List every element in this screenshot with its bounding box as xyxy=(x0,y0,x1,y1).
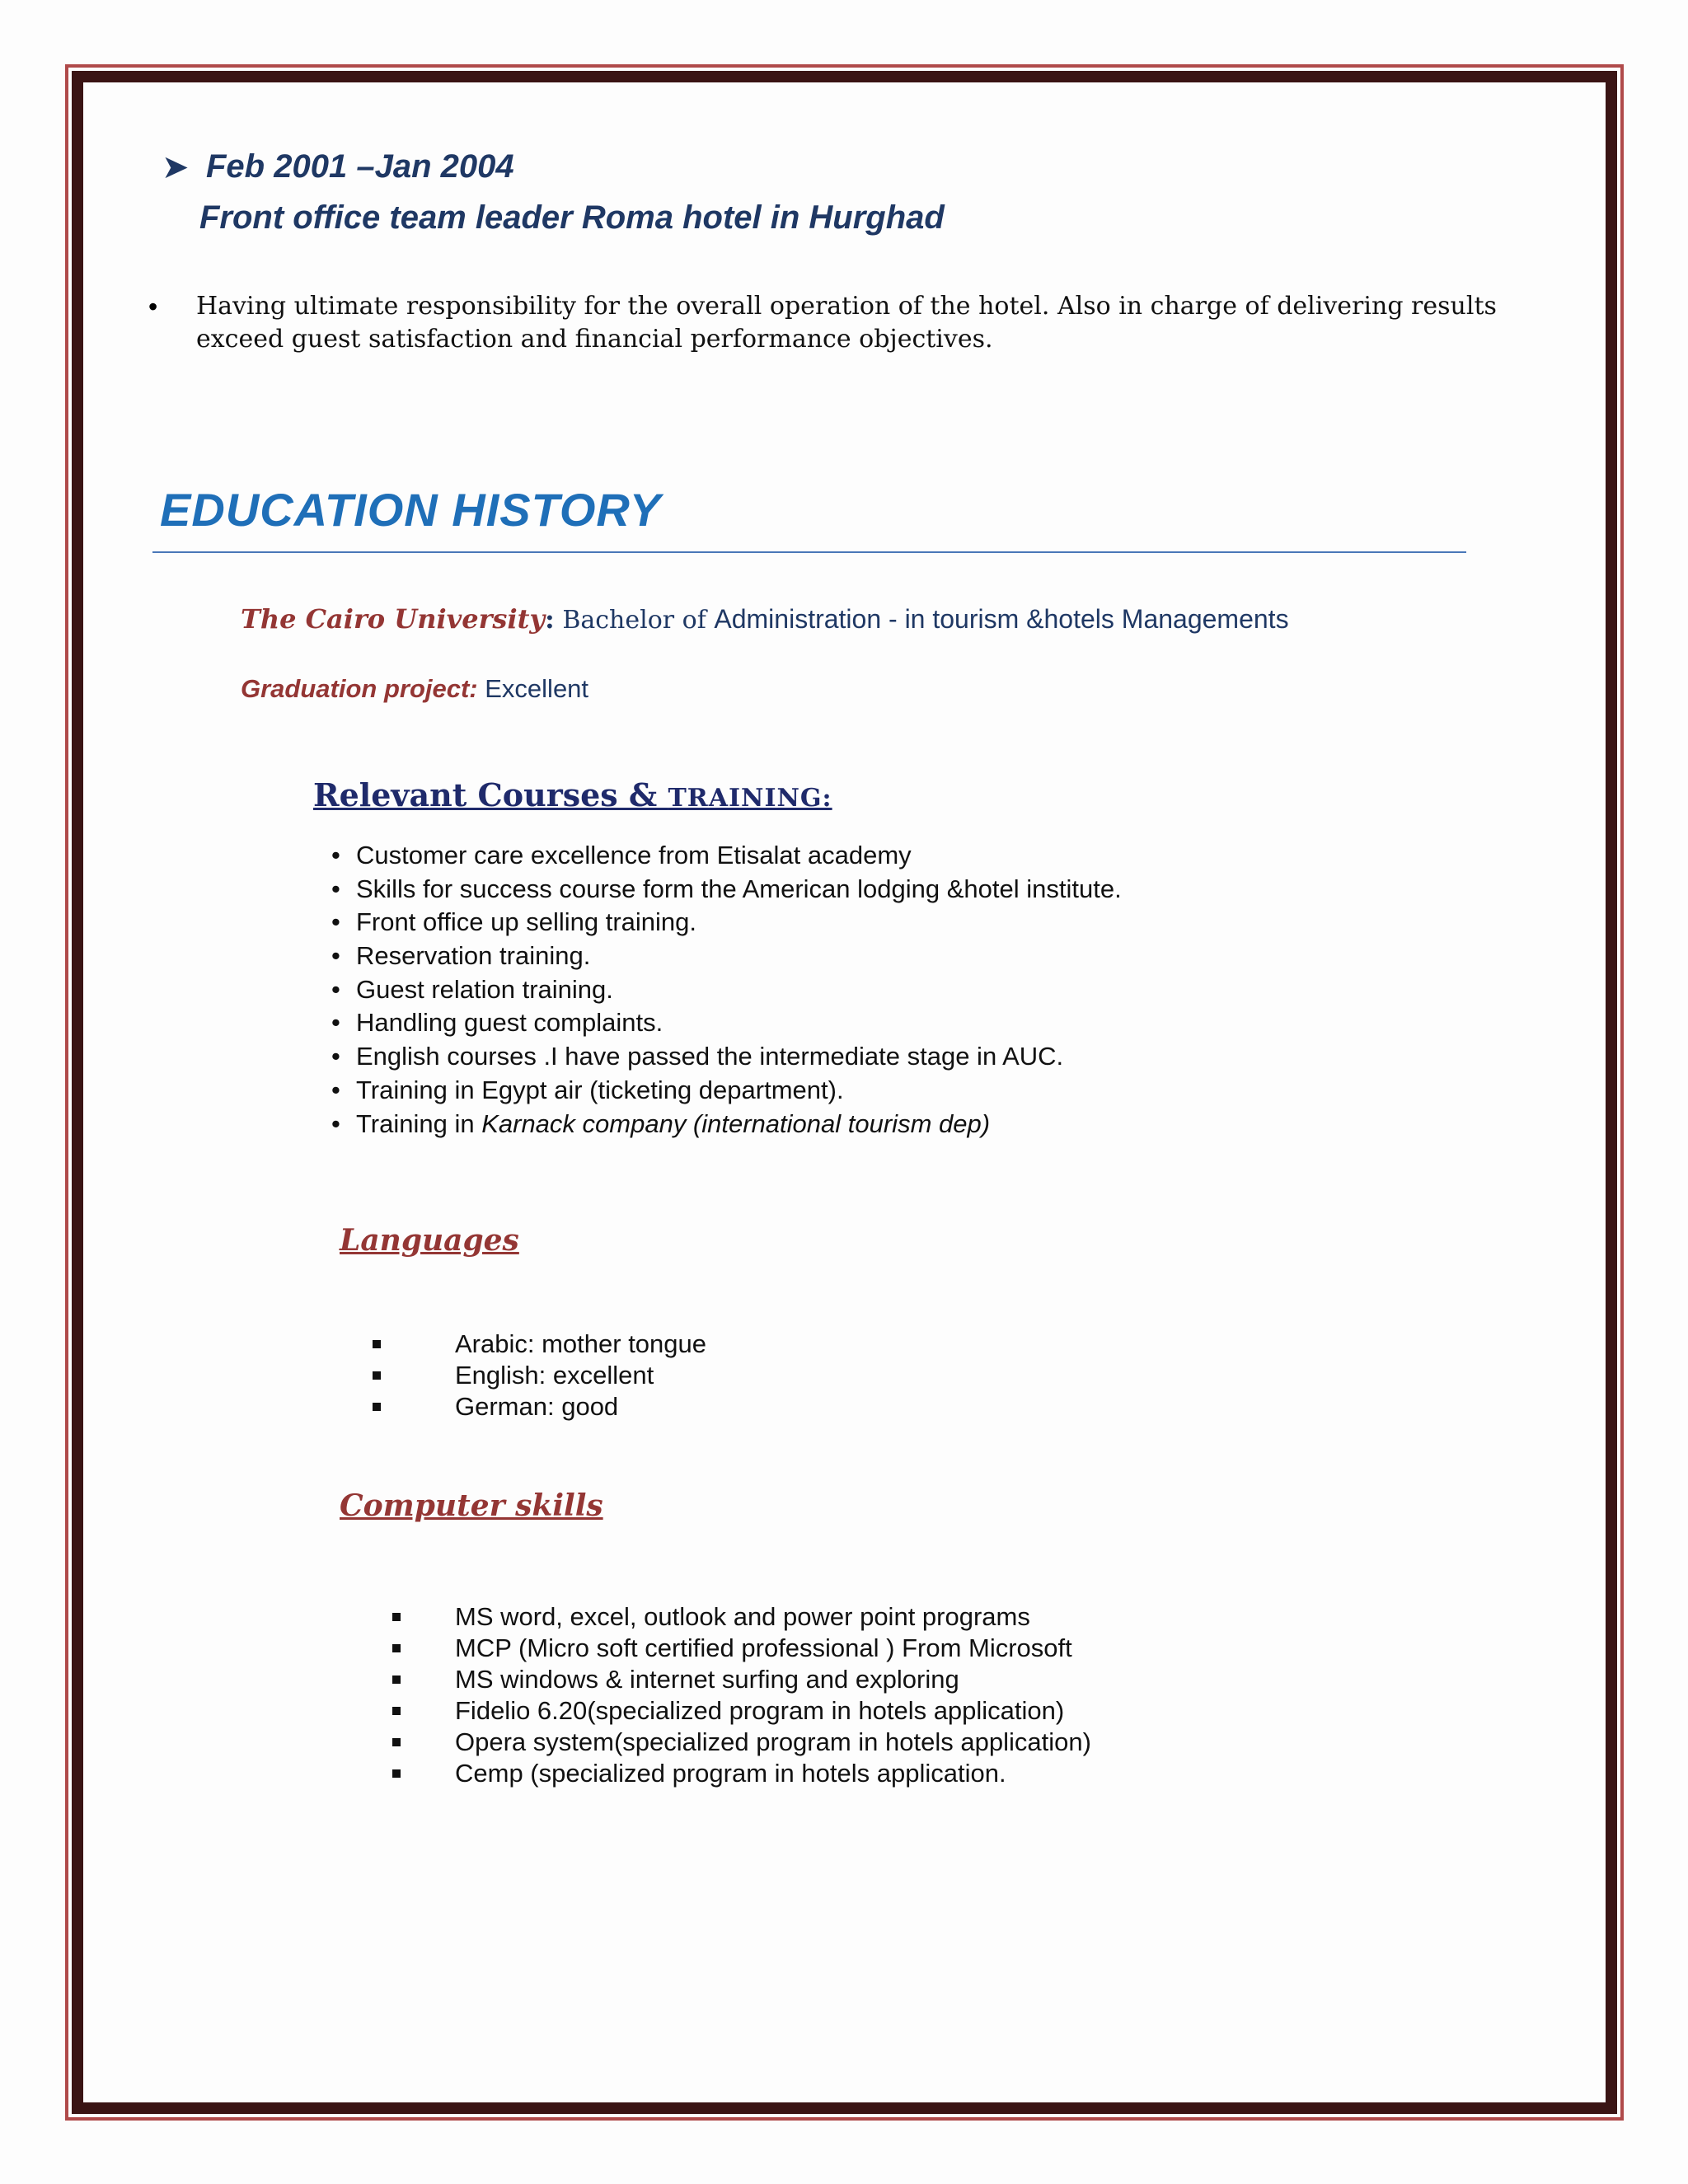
course-text: Front office up selling training. xyxy=(356,907,696,937)
course-text: Handling guest complaints. xyxy=(356,1008,663,1038)
course-text: English courses .I have passed the intermediate stage in AUC. xyxy=(356,1042,1064,1071)
bullet-icon: • xyxy=(331,874,340,903)
university-name: The Cairo University xyxy=(241,603,545,635)
course-text-italic: Karnack company (international tourism dep) xyxy=(481,1108,991,1138)
skill-text: MS windows & internet surfing and exploring xyxy=(455,1665,959,1694)
square-bullet-icon xyxy=(373,1371,381,1380)
university-line xyxy=(241,603,1289,635)
square-bullet-icon xyxy=(392,1675,401,1684)
course-text: Training in Egypt air (ticketing department). xyxy=(356,1075,844,1104)
skill-text: Opera system(specialized program in hotels application) xyxy=(455,1727,1091,1756)
course-text: Reservation training. xyxy=(356,941,591,971)
bullet-icon: • xyxy=(331,841,340,869)
courses-heading-small: TRAINING: xyxy=(668,784,832,813)
square-bullet-icon xyxy=(392,1707,401,1715)
skill-text: MCP (Micro soft certified professional ) From Microsoft xyxy=(455,1633,1072,1662)
graduation-line xyxy=(241,674,588,704)
language-text: English: excellent xyxy=(455,1361,654,1390)
courses-heading xyxy=(313,776,832,813)
graduation-value: Excellent xyxy=(477,674,589,703)
bullet-icon: • xyxy=(331,1075,340,1104)
course-text: Skills for success course form the American lodging &hotel institute. xyxy=(356,874,1122,903)
skill-text: MS word, excel, outlook and power point programs xyxy=(455,1602,1030,1631)
university-colon: : xyxy=(544,603,555,635)
computer-skills-heading: Computer skills xyxy=(340,1488,603,1523)
courses-heading-main: Relevant Courses & xyxy=(313,776,668,813)
language-text: German: good xyxy=(455,1392,619,1421)
job-title: Front office team leader Roma hotel in Hurghad xyxy=(199,199,945,236)
square-bullet-icon xyxy=(392,1613,401,1621)
degree-prefix: Bachelor of xyxy=(554,606,715,635)
square-bullet-icon xyxy=(392,1738,401,1746)
square-bullet-icon xyxy=(392,1769,401,1778)
job-description: Having ultimate responsibility for the overall operation of the hotel. Also in charge of delivering results exceed guest satisfaction and financial performance objectives. xyxy=(196,292,1497,354)
education-heading: EDUCATION HISTORY xyxy=(160,484,662,536)
languages-heading: Languages xyxy=(340,1223,519,1258)
square-bullet-icon xyxy=(373,1403,381,1411)
degree-name: Administration - in tourism &hotels Managements xyxy=(714,604,1289,634)
bullet-icon: • xyxy=(331,1108,340,1138)
job-dates: Feb 2001 –Jan 2004 xyxy=(206,148,514,185)
arrow-bullet-icon: ➤ xyxy=(162,149,190,185)
bullet-icon: • xyxy=(331,1008,340,1038)
skill-text: Fidelio 6.20(specialized program in hotels application) xyxy=(455,1696,1065,1725)
bullet-icon: • xyxy=(331,941,340,971)
square-bullet-icon xyxy=(373,1340,381,1348)
skill-text: Cemp (specialized program in hotels application. xyxy=(455,1759,1006,1788)
graduation-label: Graduation project: xyxy=(241,674,478,703)
square-bullet-icon xyxy=(392,1644,401,1652)
bullet-icon: • xyxy=(331,974,340,1004)
bullet-icon: • xyxy=(331,1042,340,1071)
section-divider xyxy=(152,551,1466,553)
course-text xyxy=(356,1108,990,1141)
bullet-icon: • xyxy=(331,907,340,937)
bullet-icon: • xyxy=(148,292,158,321)
page-border-inner xyxy=(72,71,1617,2114)
course-text: Guest relation training. xyxy=(356,974,613,1004)
course-text: Customer care excellence from Etisalat academy xyxy=(356,841,912,869)
course-text-plain: Training in xyxy=(356,1108,482,1138)
language-text: Arabic: mother tongue xyxy=(455,1329,707,1358)
